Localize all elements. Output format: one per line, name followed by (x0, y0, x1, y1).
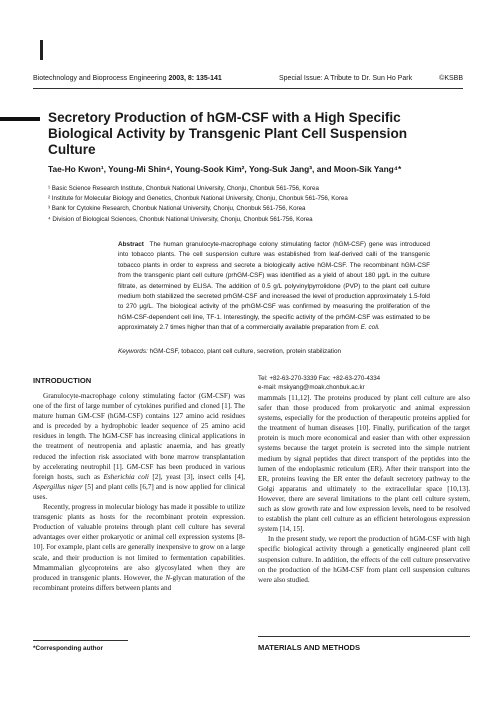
authors: Tae-Ho Kwon¹, Young-Mi Shin⁴, Young-Sook Kim², Yong-Suk Jang³, and Moon-Sik Yang⁴* (48, 164, 402, 174)
p2-text-b: -glycan maturation of the recombinant proteins differs between plants and (33, 573, 246, 592)
abstract-label: Abstract (118, 241, 144, 248)
intro-paragraph-4: In the present study, we report the production of hGM-CSF with high specific biological activity through a genetically engineered plant cell suspension culture. In addition, the effects of the cell culture preservative on the production of the hGM-CSF from plant cell suspension cultures were also studied. (258, 535, 470, 584)
affiliation-4: ⁴ Division of Biological Sciences, Chonbuk National University, Chonju, Chonbuk 561-756, Korea (48, 215, 313, 223)
p1-italic-1: Esherichia coli (103, 472, 149, 481)
header-rule (33, 88, 463, 89)
title-bar (0, 117, 40, 121)
affiliation-1: ¹ Basic Science Research Institute, Chonbuk National University, Chonju, Chonbuk 561-756, Korea (48, 185, 319, 192)
affiliation-2: ² Institute for Molecular Biology and Genetics, Chonbuk National University, Chonju, Chonbuk 561-756, Korea (48, 195, 348, 203)
publisher: ©KSBB (439, 75, 463, 82)
affiliation-3: ³ Bank for Cytokine Research, Chonbuk National University, Chonju, Chonbuk 561-756, Korea (48, 205, 306, 213)
p1-text-c: [5] and plant cells [6,7] and is now applied for clinical uses. (33, 482, 246, 501)
p2-text-a: Recently, progress in molecular biology has made it possible to utilize transgenic plants as hosts for the recombinant protein expression. Production of valuable proteins through plant cell culture has several advantages over either prokaryotic or animal cell expression systems [8-10]. For example, plant cells are generally inexpensive to grow on a large scale, and their production is not limited to fermentation capabilities. Mmammalian glycoproteins are also glycosylated when they are produced in transgenic plants. However, the (33, 503, 245, 582)
right-column (258, 393, 470, 585)
contact-info (258, 374, 470, 392)
keywords-label: Keywords: (118, 348, 148, 355)
affiliations (48, 184, 478, 225)
keywords-text: hGM-CSF, tobacco, plant cell culture, secretion, protein stabilization (149, 348, 342, 355)
p1-italic-2: Aspergillus niger (33, 482, 83, 491)
special-issue: Special Issue: A Tribute to Dr. Sun Ho Park (279, 75, 413, 82)
intro-paragraph-2 (33, 502, 245, 593)
contact-phone: Tel: +82-63-270-3339 Fax: +82-63-270-4334 (258, 375, 381, 382)
p1-text-b: [2], yeast [3], insect cells [4], (152, 472, 245, 481)
abstract-text: The human granulocyte-macrophage colony stimulating factor (hGM-CSF) gene was introduced into tobacco plants. The cell suspension culture was established from leaf-derived calli of the transgenic tobacco plants in order to express and secrete a biologically active hGM-CSF. The recombinant hGM-CSF from the transgenic plant cell culture (prhGM-CSF) was identified as a yield of about 180 μg/L in the culture filtrate, as determined by ELISA. The addition of 0.5 g/L polyvinylpyrrolidone (PVP) to the plant cell culture medium both stabilized the secreted prhGM-CSF and increased the level of production approximately 1.5-fold to 270 μg/L. The biological activity of the prhGM-CSF was confirmed by measuring the proliferation of the hGM-CSF-dependent cell line, TF-1. Interestingly, the specific activity of the prhGM-CSF was estimated to be approximately 2.7 times higher than that of a commercially available preparation from (118, 241, 430, 332)
methods-heading: MATERIALS AND METHODS (258, 643, 361, 652)
intro-paragraph-3: mammals [11,12]. The proteins produced by plant cell culture are also safer than those produced from prokaryotic and animal expression systems, especially for the production of therapeutic proteins applied for the treatment of human diseases [10]. Finally, purification of the target protein is much more economical and easier than with other expression systems because the target protein is secreted into the simple nutrient medium by signal peptides that direct transport of the peptides into the lumen of the endoplasmic reticulum (ER). After their transport into the ER, proteins leaving the ER enter the default secretory pathway to the Golgi apparatus and ultimately to the extracellular space [10,13]. However, there are several limitations to the plant cell culture system, such as slow growth rate and low expression levels, need to be resolved to establish the plant cell culture as an efficient heterologous expression system [14, 15]. (258, 394, 470, 534)
left-column (33, 391, 245, 593)
journal-name: Biotechnology and Bioprocess Engineering (33, 75, 167, 82)
keywords (118, 348, 448, 355)
journal-year-volume: 2003, 8: 135-141 (168, 75, 222, 82)
contact-email: e-mail: mskyang@moak.chonbuk.ac.kr (258, 384, 365, 391)
intro-paragraph-1 (33, 391, 245, 502)
abstract (118, 240, 430, 334)
section-rule (258, 636, 470, 637)
intro-heading: INTRODUCTION (33, 376, 92, 385)
abstract-italic: E. coli. (360, 324, 380, 332)
margin-mark (40, 40, 43, 60)
journal-citation (33, 75, 222, 82)
p2-italic: N (165, 573, 171, 582)
footnote-rule (33, 640, 128, 641)
p1-text: Granulocyte-macrophage colony stimulating factor (GM-CSF) was one of the first of large number of cytokines purified and cloned [1]. The mature human GM-CSF (hGM-CSF) contains 127 amino acid residues and is preceded by a hydrophobic leader sequence of 25 amino acid residues in length. The hGM-CSF has increasing clinical applications in the treatment of neutropenia and aplastic anaemia, and has greatly reduced the infection risk associated with bone marrow transplantation by accelerating neutrophil [1]. GM-CSF has been produced in various foreign hosts, such as (33, 392, 245, 481)
article-title: Secretory Production of hGM-CSF with a High Specific Biological Activity by Transgenic Plant Cell Suspension Culture (48, 110, 408, 157)
corresponding-author-note: *Corresponding author (33, 645, 103, 652)
